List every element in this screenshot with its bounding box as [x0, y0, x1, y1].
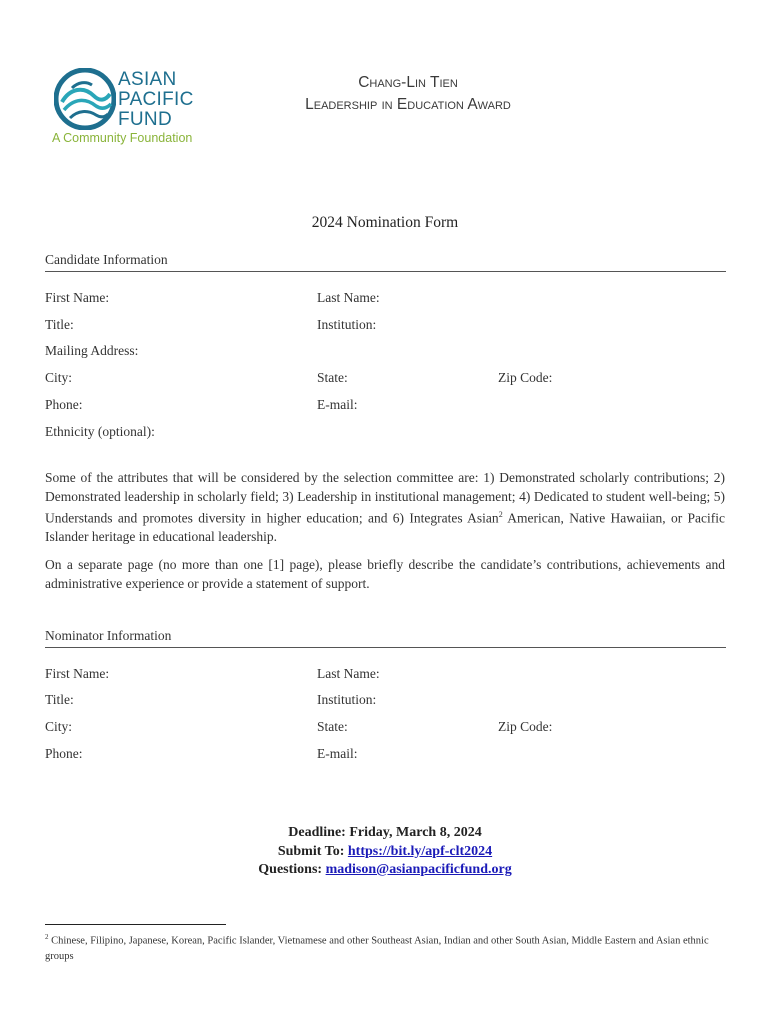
questions-label: Questions:	[258, 862, 326, 877]
logo-wordmark	[118, 70, 194, 130]
nominator-section-label: Nominator Information	[45, 628, 172, 643]
logo-line-pacific: PACIFIC	[118, 89, 194, 110]
questions-line	[0, 861, 770, 880]
nominator-last-name-field[interactable]: Last Name:	[317, 666, 380, 681]
footnote-marker: 2	[45, 933, 49, 941]
nominator-state-field[interactable]: State:	[317, 719, 348, 734]
form-title: 2024 Nomination Form	[311, 214, 459, 231]
award-name-line: Chang-Lin Tien	[358, 74, 458, 91]
award-title	[258, 72, 558, 116]
candidate-section-divider	[45, 271, 726, 272]
separate-page-instructions: On a separate page (no more than one [1] page), please briefly describe the candidate’s contributions, achievements and administrative experience or provide a statement of support.	[45, 557, 725, 591]
candidate-title-field[interactable]: Title:	[45, 317, 74, 332]
nominator-email-field[interactable]: E-mail:	[317, 746, 358, 761]
logo-tagline: A Community Foundation	[52, 131, 193, 145]
logo-line-asian: ASIAN	[118, 69, 177, 90]
attributes-paragraph	[45, 469, 725, 547]
nominator-first-name-field[interactable]: First Name:	[45, 666, 110, 681]
nominator-institution-field[interactable]: Institution:	[317, 692, 377, 707]
nominator-phone-field[interactable]: Phone:	[45, 746, 83, 761]
candidate-zip-field[interactable]: Zip Code:	[498, 370, 553, 385]
candidate-email-field[interactable]: E-mail:	[317, 397, 358, 412]
candidate-mailing-address-field[interactable]: Mailing Address:	[45, 343, 139, 358]
nominator-zip-field[interactable]: Zip Code:	[498, 719, 553, 734]
footnote-text: Chinese, Filipino, Japanese, Korean, Pacific Islander, Vietnamese and other Southeast Asian, Indian and other South Asian, Middle Eastern and Asian ethnic groups	[45, 935, 709, 962]
candidate-section-label: Candidate Information	[45, 252, 168, 267]
candidate-ethnicity-field[interactable]: Ethnicity (optional):	[45, 424, 155, 439]
footnote	[45, 930, 735, 964]
asian-pacific-fund-logo	[50, 68, 200, 150]
logo-line-fund: FUND	[118, 109, 172, 130]
submit-line	[0, 843, 770, 862]
attributes-text-part-2: American, Native Hawaiian, or Pacific Islander heritage in educational leadership.	[45, 510, 725, 544]
questions-email-link[interactable]: madison@asianpacificfund.org	[325, 862, 512, 877]
nominator-city-field[interactable]: City:	[45, 719, 73, 734]
deadline-text: Deadline: Friday, March 8, 2024	[288, 825, 482, 840]
nominator-title-field[interactable]: Title:	[45, 692, 74, 707]
submit-label: Submit To:	[277, 843, 348, 859]
attributes-text-part-1: Some of the attributes that will be considered by the selection committee are: 1) Demonstrated scholarly contributions; 2) Demonstrated leadership in scholarly field; 3) Leadership in institutional management; 4) Dedicated to student well-being; 5) Understands and promotes diversity in higher education; and 6) Integrates Asian	[45, 470, 725, 526]
footnote-reference: 2	[498, 510, 503, 519]
candidate-phone-field[interactable]: Phone:	[45, 397, 83, 412]
award-subtitle-line: Leadership in Education Award	[305, 96, 511, 113]
submission-info	[0, 824, 770, 880]
candidate-last-name-field[interactable]: Last Name:	[317, 290, 380, 305]
candidate-city-field[interactable]: City:	[45, 370, 73, 385]
candidate-state-field[interactable]: State:	[317, 370, 348, 385]
candidate-institution-field[interactable]: Institution:	[317, 317, 377, 332]
candidate-first-name-field[interactable]: First Name:	[45, 290, 110, 305]
footnote-divider	[45, 924, 226, 925]
submit-link[interactable]: https://bit.ly/apf-clt2024	[347, 843, 493, 859]
wave-logo-icon	[54, 68, 116, 130]
nominator-section-divider	[45, 647, 726, 648]
